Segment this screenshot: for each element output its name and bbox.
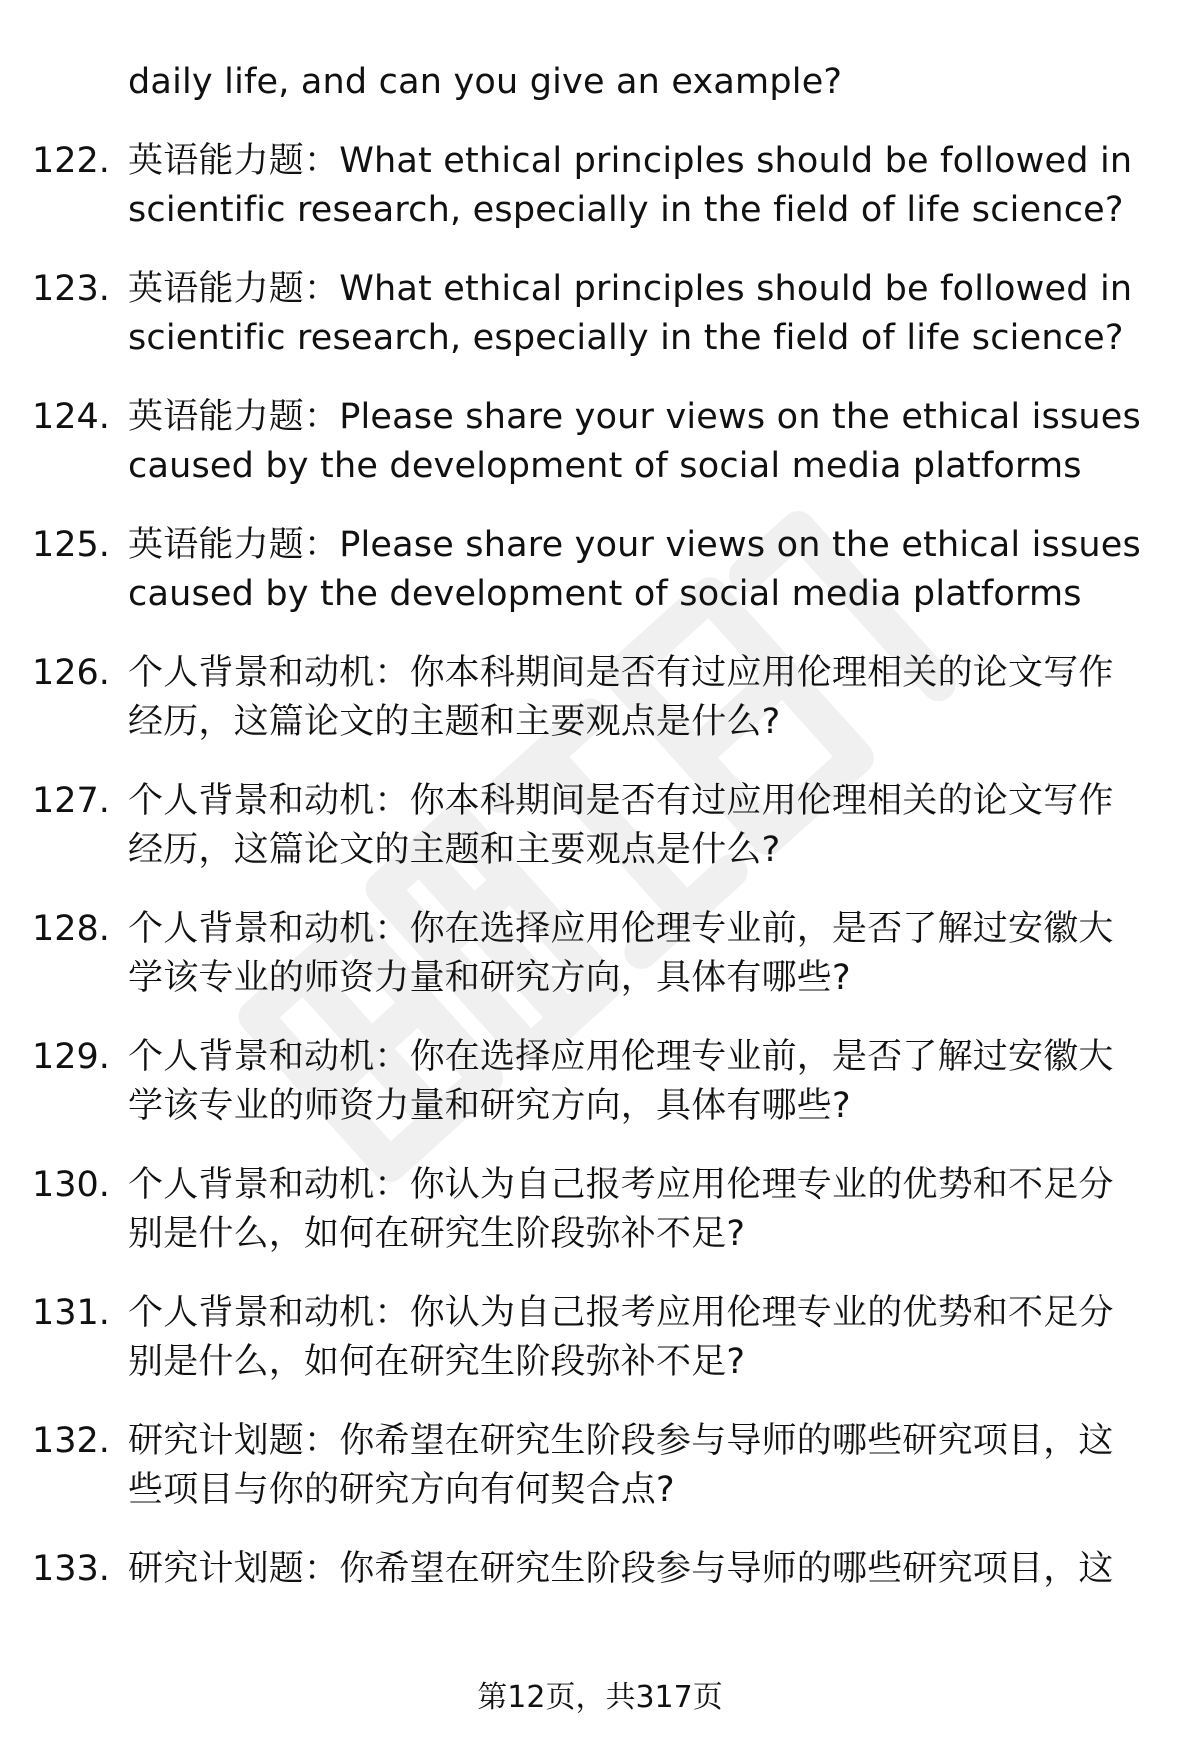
question-line: 别是什么，如何在研究生阶段弥补不足? — [128, 1214, 746, 1254]
list-item — [0, 777, 1200, 875]
question-number: 129. — [32, 1037, 110, 1077]
question-line: 英语能力题：What ethical principles should be followed in — [128, 141, 1133, 181]
list-item — [0, 1161, 1200, 1259]
question-text — [128, 1161, 1138, 1259]
question-line: caused by the development of social media platforms — [128, 574, 1082, 614]
question-line: daily life, and can you give an example? — [128, 62, 843, 102]
question-line: 个人背景和动机：你在选择应用伦理专业前，是否了解过安徽大 — [128, 1037, 1114, 1077]
question-line: scientific research, especially in the field of life science? — [128, 190, 1124, 230]
list-item — [0, 393, 1200, 491]
question-line: 学该专业的师资力量和研究方向，具体有哪些? — [128, 1086, 851, 1126]
list-item — [0, 1545, 1200, 1594]
list-item — [0, 649, 1200, 747]
question-line: 经历，这篇论文的主题和主要观点是什么? — [128, 830, 781, 870]
question-line: 个人背景和动机：你本科期间是否有过应用伦理相关的论文写作 — [128, 781, 1114, 821]
question-line: caused by the development of social media platforms — [128, 446, 1082, 486]
question-text — [128, 1545, 1138, 1594]
question-number: 133. — [32, 1549, 110, 1589]
question-line: 别是什么，如何在研究生阶段弥补不足? — [128, 1342, 746, 1382]
list-item — [0, 905, 1200, 1003]
question-text — [128, 265, 1138, 363]
list-item — [0, 265, 1200, 363]
question-line: 个人背景和动机：你本科期间是否有过应用伦理相关的论文写作 — [128, 653, 1114, 693]
question-text — [128, 393, 1141, 491]
list-item — [0, 521, 1200, 619]
question-number: 125. — [32, 525, 110, 565]
question-list — [0, 58, 1200, 1624]
question-line: scientific research, especially in the field of life science? — [128, 318, 1124, 358]
list-item — [0, 1289, 1200, 1387]
question-text — [128, 649, 1138, 747]
question-text — [128, 777, 1138, 875]
question-text — [128, 1289, 1138, 1387]
list-item — [0, 1417, 1200, 1515]
question-line: 个人背景和动机：你在选择应用伦理专业前，是否了解过安徽大 — [128, 909, 1114, 949]
question-text — [128, 905, 1138, 1003]
question-number: 128. — [32, 909, 110, 949]
list-item — [0, 137, 1200, 235]
question-line: 个人背景和动机：你认为自己报考应用伦理专业的优势和不足分 — [128, 1293, 1114, 1333]
question-items — [0, 137, 1200, 1594]
question-line: 英语能力题：Please share your views on the ethical issues — [128, 525, 1141, 565]
question-line: 经历，这篇论文的主题和主要观点是什么? — [128, 702, 781, 742]
question-number: 132. — [32, 1421, 110, 1461]
question-number: 126. — [32, 653, 110, 693]
question-number: 124. — [32, 397, 110, 437]
page-footer: 第12页，共317页 — [477, 1680, 723, 1715]
question-text — [128, 521, 1141, 619]
question-text — [128, 1033, 1138, 1131]
question-number: 130. — [32, 1165, 110, 1205]
continued-question-text — [0, 58, 1200, 107]
question-line: 个人背景和动机：你认为自己报考应用伦理专业的优势和不足分 — [128, 1165, 1114, 1205]
question-line: 英语能力题：What ethical principles should be followed in — [128, 269, 1133, 309]
question-number: 123. — [32, 269, 110, 309]
question-line: 英语能力题：Please share your views on the ethical issues — [128, 397, 1141, 437]
question-number: 127. — [32, 781, 110, 821]
question-number: 122. — [32, 141, 110, 181]
list-item — [0, 1033, 1200, 1131]
question-text — [128, 137, 1138, 235]
question-text — [128, 1417, 1138, 1515]
question-line: 研究计划题：你希望在研究生阶段参与导师的哪些研究项目，这 — [128, 1549, 1114, 1589]
question-line: 些项目与你的研究方向有何契合点? — [128, 1470, 675, 1510]
question-line: 学该专业的师资力量和研究方向，具体有哪些? — [128, 958, 851, 998]
question-number: 131. — [32, 1293, 110, 1333]
question-line: 研究计划题：你希望在研究生阶段参与导师的哪些研究项目，这 — [128, 1421, 1114, 1461]
